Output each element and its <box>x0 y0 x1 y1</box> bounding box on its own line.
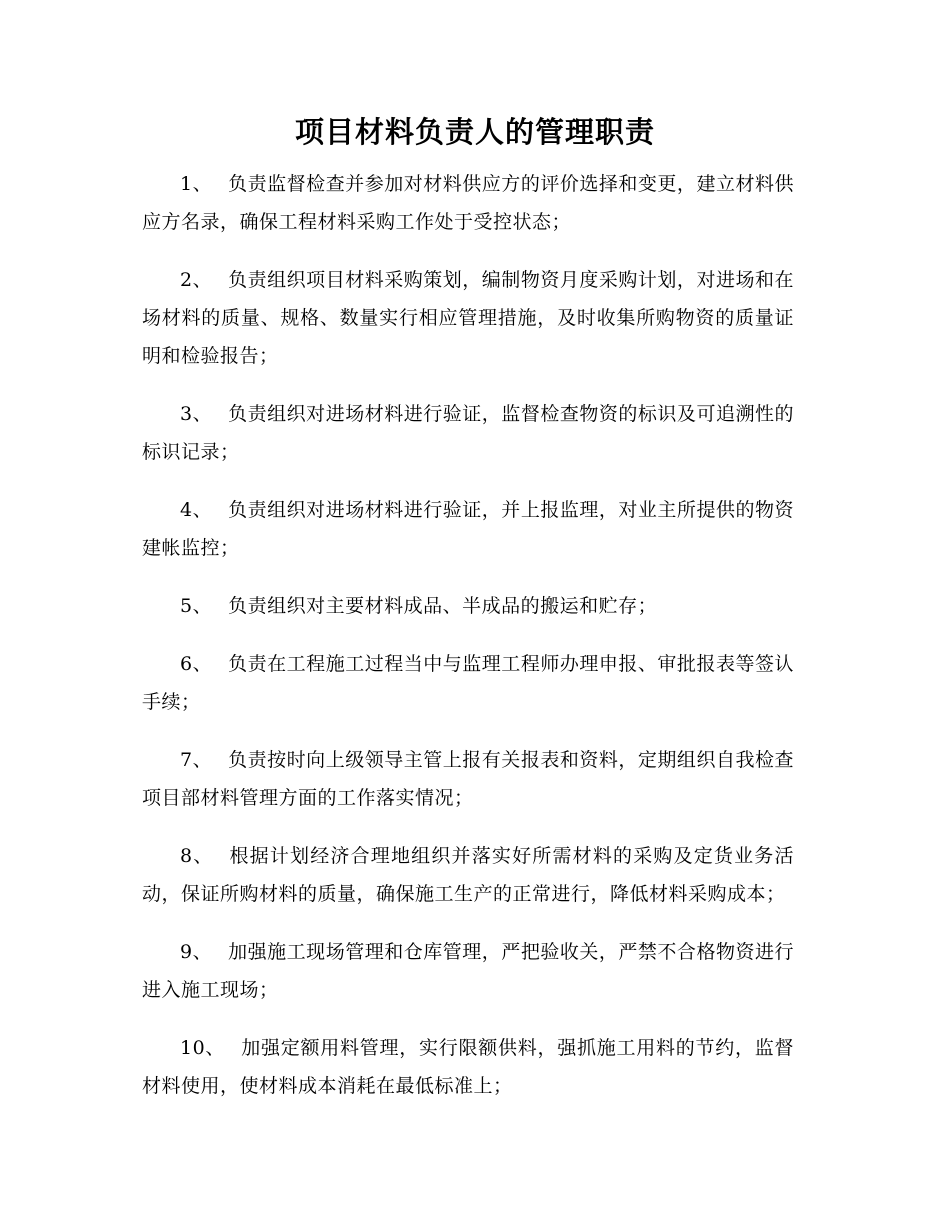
item-text: 加强定额用料管理，实行限额供料，强抓施工用料的节约，监督材料使用，使材料成本消耗在最低标准上； <box>142 1037 794 1097</box>
item-number: 6、 <box>180 653 213 675</box>
list-item <box>142 645 794 721</box>
list-item <box>142 491 794 567</box>
list-item <box>142 261 794 375</box>
item-number: 2、 <box>180 269 213 291</box>
item-text: 负责在工程施工过程当中与监理工程师办理申报、审批报表等签认手续； <box>142 653 794 713</box>
item-text: 负责组织对主要材料成品、半成品的搬运和贮存； <box>228 595 658 617</box>
list-item <box>142 165 794 241</box>
list-item <box>142 933 794 1009</box>
item-number: 10、 <box>180 1037 226 1059</box>
item-text: 负责组织项目材料采购策划，编制物资月度采购计划，对进场和在场材料的质量、规格、数量实行相应管理措施，及时收集所购物资的质量证明和检验报告； <box>142 269 794 367</box>
list-item <box>142 1029 794 1105</box>
item-text: 根据计划经济合理地组织并落实好所需材料的采购及定货业务活动，保证所购材料的质量，确保施工生产的正常进行，降低材料采购成本； <box>142 845 794 905</box>
item-number: 7、 <box>180 749 213 771</box>
item-text: 负责组织对进场材料进行验证，监督检查物资的标识及可追溯性的标识记录； <box>142 403 794 463</box>
item-text: 负责按时向上级领导主管上报有关报表和资料，定期组织自我检查项目部材料管理方面的工作落实情况； <box>142 749 794 809</box>
list-item <box>142 587 794 625</box>
page-title: 项目材料负责人的管理职责 <box>294 115 655 149</box>
item-number: 4、 <box>180 499 213 521</box>
item-number: 3、 <box>180 403 213 425</box>
item-text: 负责组织对进场材料进行验证，并上报监理，对业主所提供的物资建帐监控； <box>142 499 794 559</box>
item-text: 加强施工现场管理和仓库管理，严把验收关，严禁不合格物资进行进入施工现场； <box>142 941 794 1001</box>
item-number: 5、 <box>180 595 213 617</box>
item-number: 1、 <box>180 173 213 195</box>
item-number: 8、 <box>180 845 214 867</box>
list-item <box>142 741 794 817</box>
list-item <box>142 395 794 471</box>
item-text: 负责监督检查并参加对材料供应方的评价选择和变更，建立材料供应方名录，确保工程材料采购工作处于受控状态； <box>142 173 794 233</box>
duty-list <box>142 165 794 1125</box>
list-item <box>142 837 794 913</box>
item-number: 9、 <box>180 941 213 963</box>
